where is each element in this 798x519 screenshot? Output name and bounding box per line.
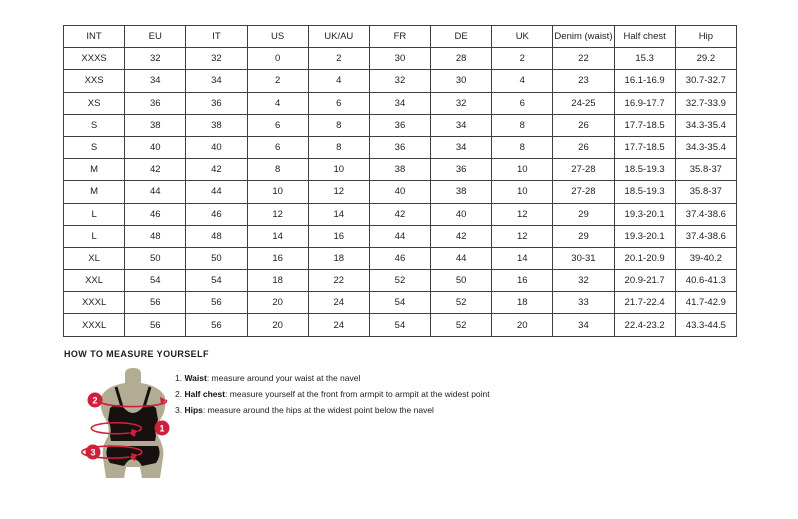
table-cell: 40 [431,203,492,225]
table-row [64,136,737,158]
table-row [64,92,737,114]
column-header: EU [125,26,186,48]
table-cell: 21.7-22.4 [614,292,675,314]
table-cell: 50 [431,270,492,292]
table-cell: 29.2 [675,48,736,70]
table-cell: 38 [369,159,430,181]
column-header: US [247,26,308,48]
table-cell: 30 [431,70,492,92]
table-cell: 52 [431,314,492,336]
table-cell: 15.3 [614,48,675,70]
badge-2-number: 2 [92,395,98,406]
table-cell: 36 [186,92,247,114]
measure-steps-list [175,370,490,418]
table-cell: 54 [186,270,247,292]
table-cell: 26 [553,114,614,136]
table-cell: 38 [125,114,186,136]
table-cell: 16 [247,247,308,269]
table-cell: M [64,181,125,203]
table-row [64,270,737,292]
column-header: Half chest [614,26,675,48]
header-row [64,26,737,48]
table-cell: 20 [247,292,308,314]
table-cell: 48 [186,225,247,247]
table-cell: 6 [247,114,308,136]
table-cell: 32 [553,270,614,292]
table-cell: 34 [186,70,247,92]
table-cell: 56 [186,314,247,336]
column-header: Hip [675,26,736,48]
table-cell: 17.7-18.5 [614,136,675,158]
table-row [64,225,737,247]
table-cell: 46 [186,203,247,225]
table-cell: 42 [369,203,430,225]
table-cell: 46 [125,203,186,225]
table-cell: 18 [492,292,553,314]
table-cell: 56 [186,292,247,314]
step-number: 1. [175,373,185,383]
table-cell: 8 [308,114,369,136]
table-cell: 10 [308,159,369,181]
table-cell: 2 [308,48,369,70]
table-cell: 54 [369,314,430,336]
table-cell: 36 [369,114,430,136]
measure-step-half-chest [175,386,490,402]
table-cell: 29 [553,225,614,247]
step-text: : measure around your waist at the navel [206,373,361,383]
table-cell: 20.1-20.9 [614,247,675,269]
table-cell: 4 [308,70,369,92]
table-cell: 36 [369,136,430,158]
column-header: FR [369,26,430,48]
table-cell: 34 [431,136,492,158]
table-cell: 12 [492,225,553,247]
column-header: INT [64,26,125,48]
table-cell: 14 [492,247,553,269]
table-cell: 8 [492,136,553,158]
table-cell: 48 [125,225,186,247]
table-cell: 54 [369,292,430,314]
table-cell: XL [64,247,125,269]
table-cell: 10 [492,159,553,181]
table-cell: 30-31 [553,247,614,269]
table-cell: 34 [125,70,186,92]
table-cell: 36 [431,159,492,181]
table-cell: 30 [369,48,430,70]
table-cell: 29 [553,203,614,225]
table-cell: 40 [369,181,430,203]
table-cell: XXS [64,70,125,92]
table-cell: 6 [247,136,308,158]
measure-step-waist [175,370,490,386]
table-cell: 16.1-16.9 [614,70,675,92]
table-cell: 38 [186,114,247,136]
table-row [64,48,737,70]
table-cell: 16 [492,270,553,292]
table-cell: 32 [369,70,430,92]
column-header: UK/AU [308,26,369,48]
table-cell: 56 [125,314,186,336]
table-cell: XXXL [64,292,125,314]
table-cell: 40.6-41.3 [675,270,736,292]
measure-section-heading: HOW TO MEASURE YOURSELF [64,349,209,359]
table-cell: 41.7-42.9 [675,292,736,314]
table-cell: 44 [125,181,186,203]
table-cell: 20.9-21.7 [614,270,675,292]
table-cell: 8 [247,159,308,181]
table-row [64,247,737,269]
table-cell: 42 [186,159,247,181]
table-cell: 50 [125,247,186,269]
table-cell: 38 [431,181,492,203]
step-number: 3. [175,405,185,415]
table-cell: 46 [369,247,430,269]
column-header: Denim (waist) [553,26,614,48]
table-cell: XXXS [64,48,125,70]
table-cell: 17.7-18.5 [614,114,675,136]
table-cell: 56 [125,292,186,314]
table-cell: 6 [492,92,553,114]
table-cell: 42 [125,159,186,181]
table-cell: 33 [553,292,614,314]
table-cell: 8 [308,136,369,158]
table-cell: 37.4-38.6 [675,225,736,247]
step-label: Waist [184,373,207,383]
table-cell: S [64,136,125,158]
table-cell: 2 [492,48,553,70]
table-cell: 34 [431,114,492,136]
table-cell: 22 [308,270,369,292]
table-cell: XXXL [64,314,125,336]
table-cell: 28 [431,48,492,70]
table-row [64,70,737,92]
table-row [64,292,737,314]
step-number: 2. [175,389,185,399]
table-cell: 18 [247,270,308,292]
step-text: : measure around the hips at the widest point below the navel [202,405,434,415]
table-cell: 18 [308,247,369,269]
table-cell: 27-28 [553,181,614,203]
step-label: Half chest [184,389,226,399]
badge-3-number: 3 [90,447,96,458]
measure-step-hips [175,402,490,418]
table-cell: 24-25 [553,92,614,114]
table-cell: 10 [247,181,308,203]
table-cell: 34 [369,92,430,114]
table-cell: 43.3-44.5 [675,314,736,336]
table-cell: 26 [553,136,614,158]
table-cell: 16.9-17.7 [614,92,675,114]
size-chart-table [63,25,737,337]
table-cell: 19.3-20.1 [614,203,675,225]
table-cell: 12 [492,203,553,225]
table-cell: 19.3-20.1 [614,225,675,247]
table-cell: 14 [247,225,308,247]
table-cell: 0 [247,48,308,70]
table-row [64,114,737,136]
table-cell: 18.5-19.3 [614,181,675,203]
table-cell: 32.7-33.9 [675,92,736,114]
table-cell: 40 [125,136,186,158]
table-cell: 2 [247,70,308,92]
table-cell: L [64,225,125,247]
table-cell: 12 [308,181,369,203]
table-cell: 35.8-37 [675,181,736,203]
table-cell: 10 [492,181,553,203]
table-cell: M [64,159,125,181]
column-header: DE [431,26,492,48]
table-cell: 6 [308,92,369,114]
table-cell: 22 [553,48,614,70]
table-cell: 34 [553,314,614,336]
table-cell: 12 [247,203,308,225]
table-cell: 34.3-35.4 [675,114,736,136]
table-cell: 42 [431,225,492,247]
table-cell: 24 [308,292,369,314]
table-cell: 24 [308,314,369,336]
table-cell: XS [64,92,125,114]
table-cell: 44 [186,181,247,203]
table-cell: 32 [125,48,186,70]
table-cell: 23 [553,70,614,92]
table-cell: 36 [125,92,186,114]
column-header: UK [492,26,553,48]
table-cell: 52 [431,292,492,314]
step-label: Hips [184,405,203,415]
table-cell: 30.7-32.7 [675,70,736,92]
table-cell: 35.8-37 [675,159,736,181]
step-text: : measure yourself at the front from armpit to armpit at the widest point [225,389,490,399]
table-cell: 14 [308,203,369,225]
table-cell: 32 [431,92,492,114]
table-cell: S [64,114,125,136]
table-cell: 40 [186,136,247,158]
table-cell: 4 [492,70,553,92]
table-cell: 20 [492,314,553,336]
table-cell: 37.4-38.6 [675,203,736,225]
table-cell: 18.5-19.3 [614,159,675,181]
table-cell: 8 [492,114,553,136]
table-row [64,181,737,203]
table-cell: 52 [369,270,430,292]
table-cell: 54 [125,270,186,292]
column-header: IT [186,26,247,48]
table-cell: 27-28 [553,159,614,181]
table-cell: 34.3-35.4 [675,136,736,158]
table-cell: 32 [186,48,247,70]
table-cell: 44 [431,247,492,269]
table-cell: 50 [186,247,247,269]
table-row [64,203,737,225]
table-cell: 4 [247,92,308,114]
badge-1-number: 1 [159,423,165,434]
table-cell: 39-40.2 [675,247,736,269]
table-cell: 16 [308,225,369,247]
table-cell: 22.4-23.2 [614,314,675,336]
table-cell: XXL [64,270,125,292]
table-cell: L [64,203,125,225]
table-row [64,159,737,181]
table-cell: 44 [369,225,430,247]
table-row [64,314,737,336]
table-cell: 20 [247,314,308,336]
